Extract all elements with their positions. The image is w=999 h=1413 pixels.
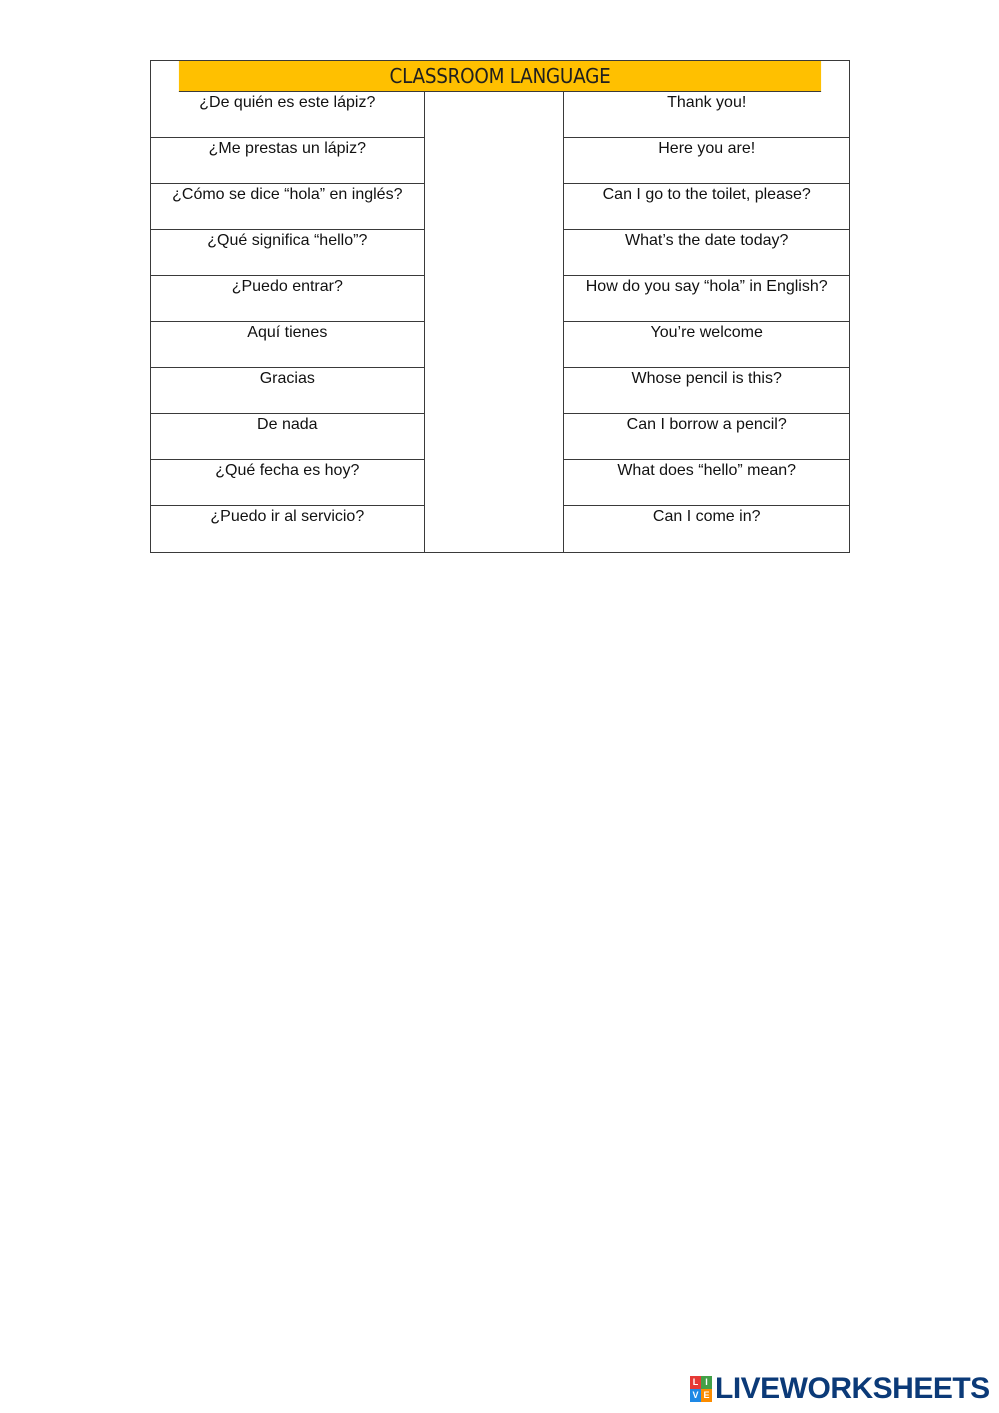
spanish-phrase-cell: ¿Qué fecha es hoy?	[151, 460, 424, 506]
spanish-phrase-cell: ¿Qué significa “hello”?	[151, 230, 424, 276]
badge-letter-e: E	[701, 1389, 712, 1402]
logo-text: LIVEWORKSHEETS	[715, 1372, 990, 1405]
english-phrase-cell: Thank you!	[564, 92, 849, 138]
english-phrase-cell: What’s the date today?	[564, 230, 849, 276]
english-phrase-cell: Can I borrow a pencil?	[564, 414, 849, 460]
english-phrase-cell: Can I go to the toilet, please?	[564, 184, 849, 230]
english-phrase-cell: You’re welcome	[564, 322, 849, 368]
spanish-phrase-cell: ¿Puedo entrar?	[151, 276, 424, 322]
live-badge-icon	[690, 1376, 712, 1402]
badge-letter-l: L	[690, 1376, 701, 1389]
badge-letter-i: I	[701, 1376, 712, 1389]
spanish-phrase-cell: ¿Me prestas un lápiz?	[151, 138, 424, 184]
english-phrase-cell: Can I come in?	[652, 508, 761, 525]
badge-letter-v: V	[690, 1389, 701, 1402]
spanish-phrase-cell: Aquí tienes	[151, 322, 424, 368]
classroom-language-table	[150, 60, 850, 553]
spanish-phrase-cell: ¿Puedo ir al servicio?	[210, 508, 365, 525]
spanish-phrase-cell: ¿Cómo se dice “hola” en inglés?	[151, 184, 424, 230]
matching-area[interactable]	[425, 92, 565, 552]
spanish-column	[151, 92, 425, 552]
table-columns	[151, 92, 849, 552]
spanish-phrase-cell: ¿De quién es este lápiz?	[151, 92, 424, 138]
english-phrase-cell: How do you say “hola” in English?	[564, 276, 849, 322]
liveworksheets-logo	[690, 1374, 990, 1404]
english-phrase-cell: Whose pencil is this?	[564, 368, 849, 414]
table-title: CLASSROOM LANGUAGE	[179, 61, 821, 92]
english-column	[564, 92, 849, 552]
english-phrase-cell: What does “hello” mean?	[564, 460, 849, 506]
spanish-phrase-cell: Gracias	[151, 368, 424, 414]
spanish-phrase-cell: De nada	[151, 414, 424, 460]
english-phrase-cell: Here you are!	[564, 138, 849, 184]
